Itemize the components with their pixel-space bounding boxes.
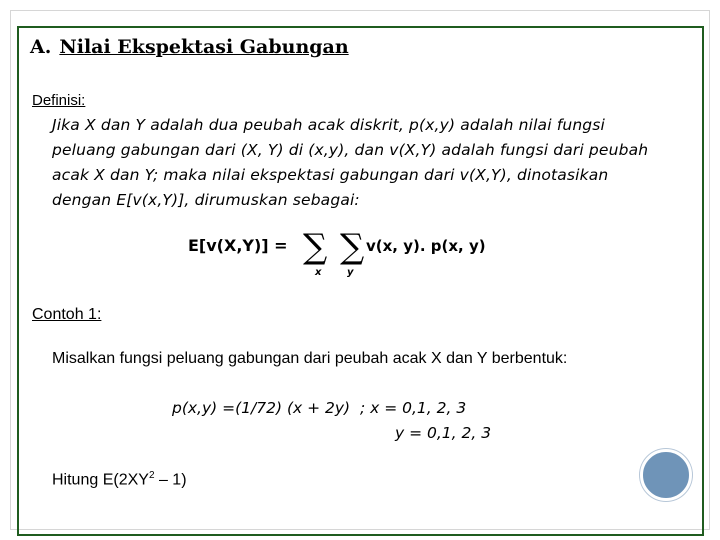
sum-x-icon: ∑ [303,227,328,267]
task-exponent: 2 [148,470,155,481]
slide-content-border [17,26,704,536]
formula-rhs: v(x, y). p(x, y) [366,237,486,255]
definition-text [52,113,692,213]
sum-y-icon: ∑ [340,227,365,267]
section-number: A. [30,36,52,58]
example-intro: Misalkan fungsi peluang gabungan dari peubah acak X dan Y berbentuk: [52,350,568,367]
sum-index-y: y [347,267,354,278]
example-task [52,470,187,489]
definition-label: Definisi: [32,92,86,109]
expectation-formula [185,220,495,280]
definition-line: peluang gabungan dari (X, Y) di (x,y), dan v(X,Y) adalah fungsi dari peubah [52,141,649,159]
formula-lhs: E[v(X,Y)] = [188,236,288,255]
definition-line: acak X dan Y; maka nilai ekspektasi gabungan dari v(X,Y), dinotasikan [52,166,609,184]
definition-line: Jika X dan Y adalah dua peubah acak diskrit, p(x,y) adalah nilai fungsi [52,116,605,134]
y-range: y = 0,1, 2, 3 [395,424,492,442]
section-heading [30,36,349,58]
decorative-circle [640,449,692,501]
pmf-line: p(x,y) =(1/72) (x + 2y) ; x = 0,1, 2, 3 [172,399,467,417]
section-title: Nilai Ekspektasi Gabungan [59,36,349,58]
task-suffix: – 1) [154,471,187,489]
task-prefix: Hitung E(2XY [52,471,149,489]
example-label: Contoh 1: [32,306,102,323]
sum-index-x: x [315,267,322,278]
definition-line: dengan E[v(x,Y)], dirumuskan sebagai: [52,191,360,209]
